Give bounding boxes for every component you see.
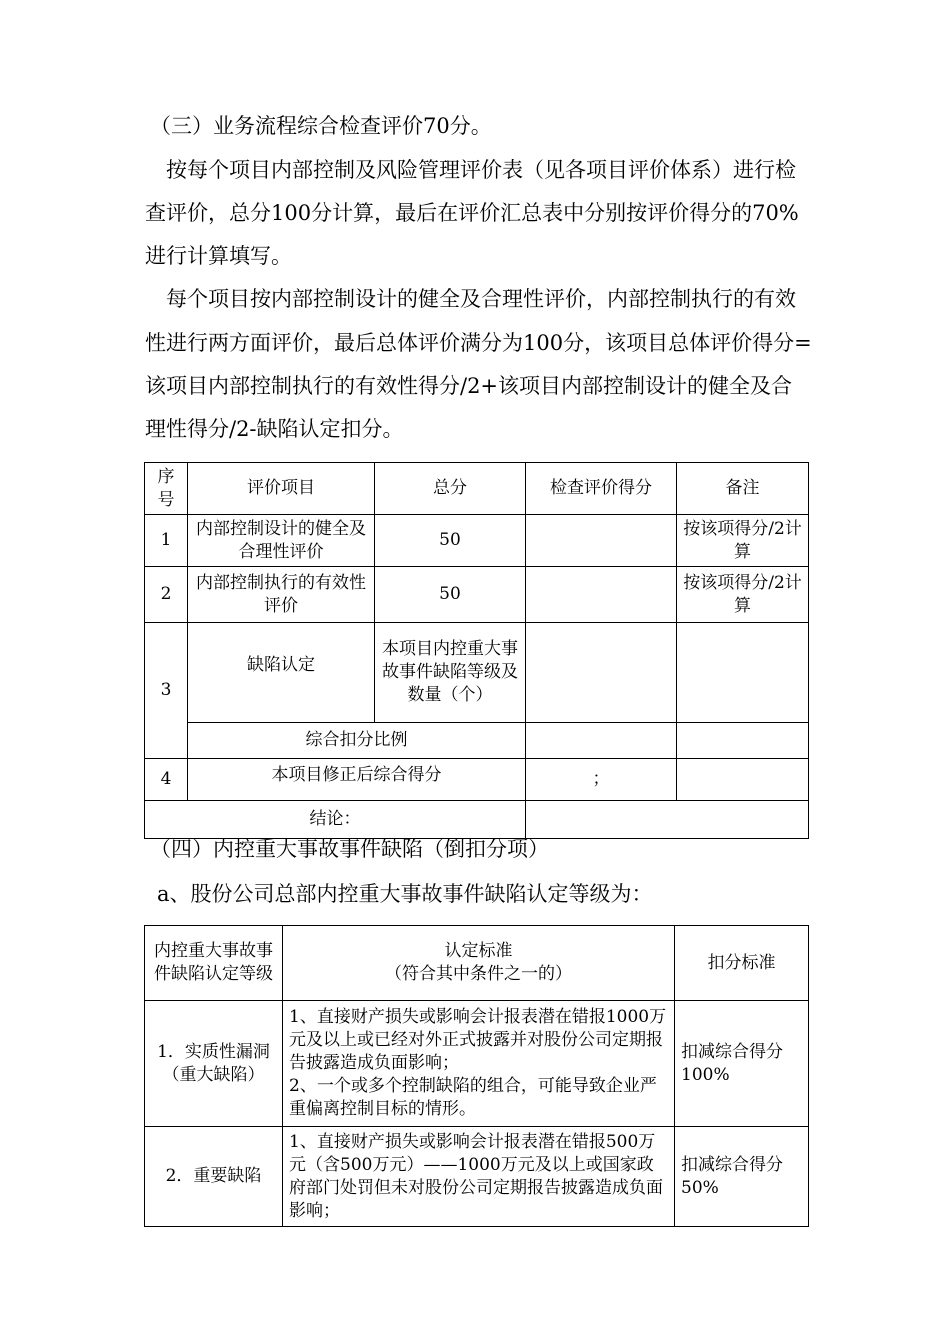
paragraph-line: 每个项目按内部控制设计的健全及合理性评价，内部控制执行的有效 bbox=[166, 287, 796, 311]
cell-deduction: 扣减综合得分50% bbox=[675, 1127, 809, 1227]
table-row bbox=[145, 1001, 809, 1127]
cell-level: 2．重要缺陷 bbox=[145, 1127, 283, 1227]
cell-serial: 2 bbox=[145, 567, 188, 623]
cell-score bbox=[526, 623, 677, 723]
table-row bbox=[145, 723, 809, 759]
paragraph-line: 该项目内部控制执行的有效性得分/2+该项目内部控制设计的健全及合 bbox=[145, 374, 793, 398]
section4-heading: （四）内控重大事故事件缺陷（倒扣分项） bbox=[150, 837, 549, 861]
header-deduction: 扣分标准 bbox=[675, 926, 809, 1001]
cell-criteria: 1、直接财产损失或影响会计报表潜在错报1000万元及以上或已经对外正式披露并对股份公司定期报告披露造成负面影响； 2、一个或多个控制缺陷的组合，可能导致企业严重偏离控制目标的情形。 bbox=[283, 1001, 675, 1127]
cell-deduction: 扣减综合得分100% bbox=[675, 1001, 809, 1127]
cell-conclusion-value bbox=[526, 801, 809, 839]
cell-score: ； bbox=[526, 759, 677, 801]
section4-intro: a、股份公司总部内控重大事故事件缺陷认定等级为： bbox=[157, 882, 653, 906]
cell-item: 内部控制执行的有效性评价 bbox=[188, 567, 375, 623]
cell-total: 本项目内控重大事故事件缺陷等级及数量（个） bbox=[375, 623, 526, 723]
table-row bbox=[145, 623, 809, 723]
paragraph-line: 进行计算填写。 bbox=[145, 244, 292, 268]
paragraph-line: 理性得分/2-缺陷认定扣分。 bbox=[145, 417, 404, 441]
header-total: 总分 bbox=[375, 463, 526, 515]
cell-serial: 4 bbox=[145, 759, 188, 801]
header-criteria-title: 认定标准 bbox=[444, 941, 513, 961]
paragraph-line: 性进行两方面评价，最后总体评价满分为100分，该项目总体评价得分= bbox=[145, 331, 812, 355]
cell-level: 1．实质性漏洞（重大缺陷） bbox=[145, 1001, 283, 1127]
cell-serial: 1 bbox=[145, 515, 188, 567]
cell-note bbox=[677, 723, 809, 759]
cell-total: 50 bbox=[375, 567, 526, 623]
table-row bbox=[145, 567, 809, 623]
evaluation-table bbox=[144, 462, 809, 839]
cell-total: 50 bbox=[375, 515, 526, 567]
cell-item: 缺陷认定 bbox=[188, 623, 375, 723]
cell-note bbox=[677, 759, 809, 801]
table-row bbox=[145, 515, 809, 567]
cell-note bbox=[677, 623, 809, 723]
header-item: 评价项目 bbox=[188, 463, 375, 515]
header-criteria bbox=[283, 926, 675, 1001]
table-row bbox=[145, 759, 809, 801]
cell-conclusion-label: 结论： bbox=[145, 801, 526, 839]
table-row bbox=[145, 801, 809, 839]
cell-score bbox=[526, 567, 677, 623]
cell-note: 按该项得分/2计算 bbox=[677, 567, 809, 623]
paragraph-line: 查评价，总分100分计算，最后在评价汇总表中分别按评价得分的70% bbox=[145, 201, 799, 225]
header-serial: 序号 bbox=[145, 463, 188, 515]
cell-score bbox=[526, 515, 677, 567]
cell-note: 按该项得分/2计算 bbox=[677, 515, 809, 567]
cell-criteria: 1、直接财产损失或影响会计报表潜在错报500万元（含500万元）——1000万元及以上或国家政府部门处罚但未对股份公司定期报告披露造成负面影响； bbox=[283, 1127, 675, 1227]
cell-deduction-ratio: 综合扣分比例 bbox=[188, 723, 526, 759]
cell-item: 本项目修正后综合得分 bbox=[188, 759, 526, 801]
paragraph-line: 按每个项目内部控制及风险管理评价表（见各项目评价体系）进行检 bbox=[166, 158, 796, 182]
defect-level-table bbox=[144, 925, 809, 1227]
table-row bbox=[145, 1127, 809, 1227]
header-note: 备注 bbox=[677, 463, 809, 515]
header-level: 内控重大事故事件缺陷认定等级 bbox=[145, 926, 283, 1001]
header-score: 检查评价得分 bbox=[526, 463, 677, 515]
section3-heading: （三）业务流程综合检查评价70分。 bbox=[150, 114, 492, 138]
cell-serial: 3 bbox=[145, 623, 188, 759]
cell-item: 内部控制设计的健全及合理性评价 bbox=[188, 515, 375, 567]
cell-score bbox=[526, 723, 677, 759]
header-criteria-sub: （符合其中条件之一的） bbox=[385, 964, 572, 984]
